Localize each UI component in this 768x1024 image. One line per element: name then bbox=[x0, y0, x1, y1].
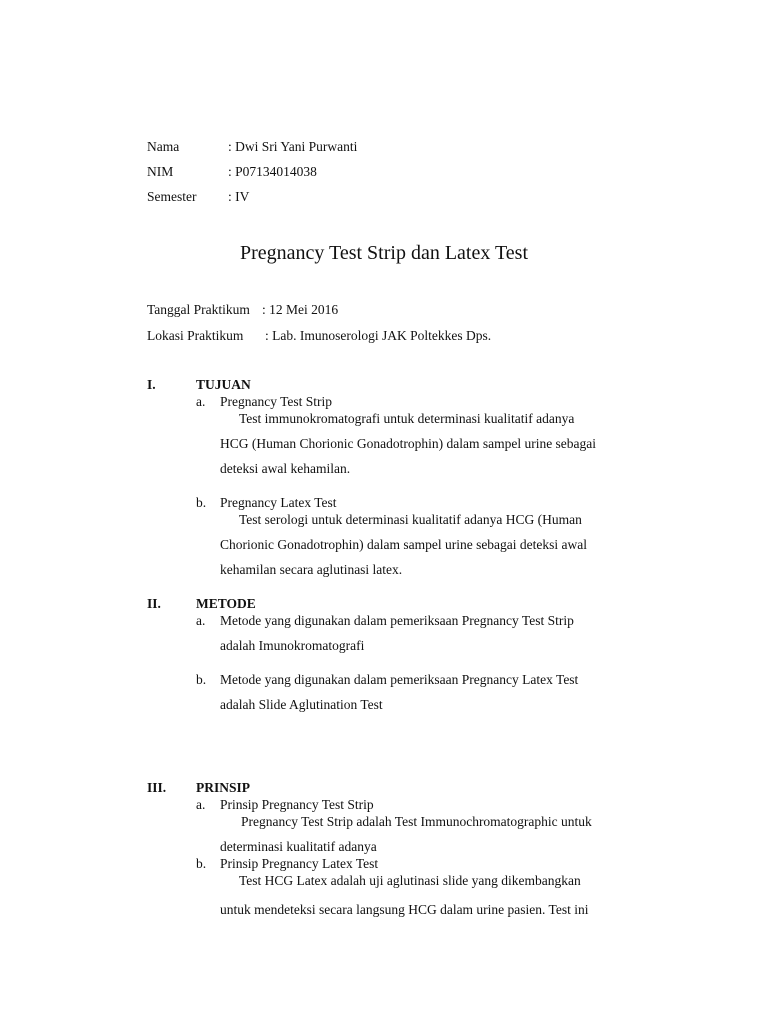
tanggal-label: Tanggal Praktikum bbox=[147, 302, 250, 317]
section-number-prinsip: III. bbox=[147, 780, 167, 795]
semester-label: Semester bbox=[147, 189, 197, 204]
section-number-tujuan: I. bbox=[147, 377, 156, 392]
metode-a-marker: a. bbox=[196, 613, 206, 628]
tujuan-b-line2: Chorionic Gonadotrophin) dalam sampel urine sebagai deteksi awal bbox=[220, 537, 588, 552]
prinsip-a-marker: a. bbox=[196, 797, 206, 812]
tujuan-b-line3: kehamilan secara aglutinasi latex. bbox=[220, 562, 403, 577]
metode-b-marker: b. bbox=[196, 672, 207, 687]
tujuan-b-line1: Test serologi untuk determinasi kualitatif adanya HCG (Human bbox=[239, 512, 582, 527]
prinsip-a-title: Prinsip Pregnancy Test Strip bbox=[220, 797, 374, 812]
nama-label: Nama bbox=[147, 139, 180, 154]
section-number-metode: II. bbox=[147, 596, 161, 611]
prinsip-a-line2: determinasi kualitatif adanya bbox=[220, 839, 377, 854]
prinsip-a-line1: Pregnancy Test Strip adalah Test Immunochromatographic untuk bbox=[241, 814, 592, 829]
prinsip-b-line1: Test HCG Latex adalah uji aglutinasi slide yang dikembangkan bbox=[239, 873, 581, 888]
metode-a-line2: adalah Imunokromatografi bbox=[220, 638, 365, 653]
section-heading-tujuan: TUJUAN bbox=[196, 377, 251, 392]
tanggal-value: : 12 Mei 2016 bbox=[262, 302, 339, 317]
metode-b-line2: adalah Slide Aglutination Test bbox=[220, 697, 383, 712]
nim-label: NIM bbox=[147, 164, 174, 179]
section-heading-prinsip: PRINSIP bbox=[196, 780, 251, 795]
page-title: Pregnancy Test Strip dan Latex Test bbox=[239, 242, 529, 264]
tujuan-a-marker: a. bbox=[196, 394, 206, 409]
tujuan-a-line1: Test immunokromatografi untuk determinasi kualitatif adanya bbox=[239, 411, 575, 426]
prinsip-b-line2: untuk mendeteksi secara langsung HCG dalam urine pasien. Test ini bbox=[220, 902, 589, 917]
lokasi-label: Lokasi Praktikum bbox=[147, 328, 244, 343]
lokasi-value: : Lab. Imunoserologi JAK Poltekkes Dps. bbox=[265, 328, 492, 343]
tujuan-a-line2: HCG (Human Chorionic Gonadotrophin) dalam sampel urine sebagai bbox=[220, 436, 597, 451]
nama-value: : Dwi Sri Yani Purwanti bbox=[228, 139, 358, 154]
metode-b-line1: Metode yang digunakan dalam pemeriksaan Pregnancy Latex Test bbox=[220, 672, 579, 687]
prinsip-b-marker: b. bbox=[196, 856, 207, 871]
tujuan-a-title: Pregnancy Test Strip bbox=[220, 394, 333, 409]
metode-a-line1: Metode yang digunakan dalam pemeriksaan Pregnancy Test Strip bbox=[220, 613, 574, 628]
prinsip-b-title: Prinsip Pregnancy Latex Test bbox=[220, 856, 379, 871]
tujuan-b-marker: b. bbox=[196, 495, 207, 510]
semester-value: : IV bbox=[228, 189, 250, 204]
tujuan-a-line3: deteksi awal kehamilan. bbox=[220, 461, 351, 476]
section-heading-metode: METODE bbox=[196, 596, 256, 611]
nim-value: : P07134014038 bbox=[228, 164, 317, 179]
tujuan-b-title: Pregnancy Latex Test bbox=[220, 495, 337, 510]
